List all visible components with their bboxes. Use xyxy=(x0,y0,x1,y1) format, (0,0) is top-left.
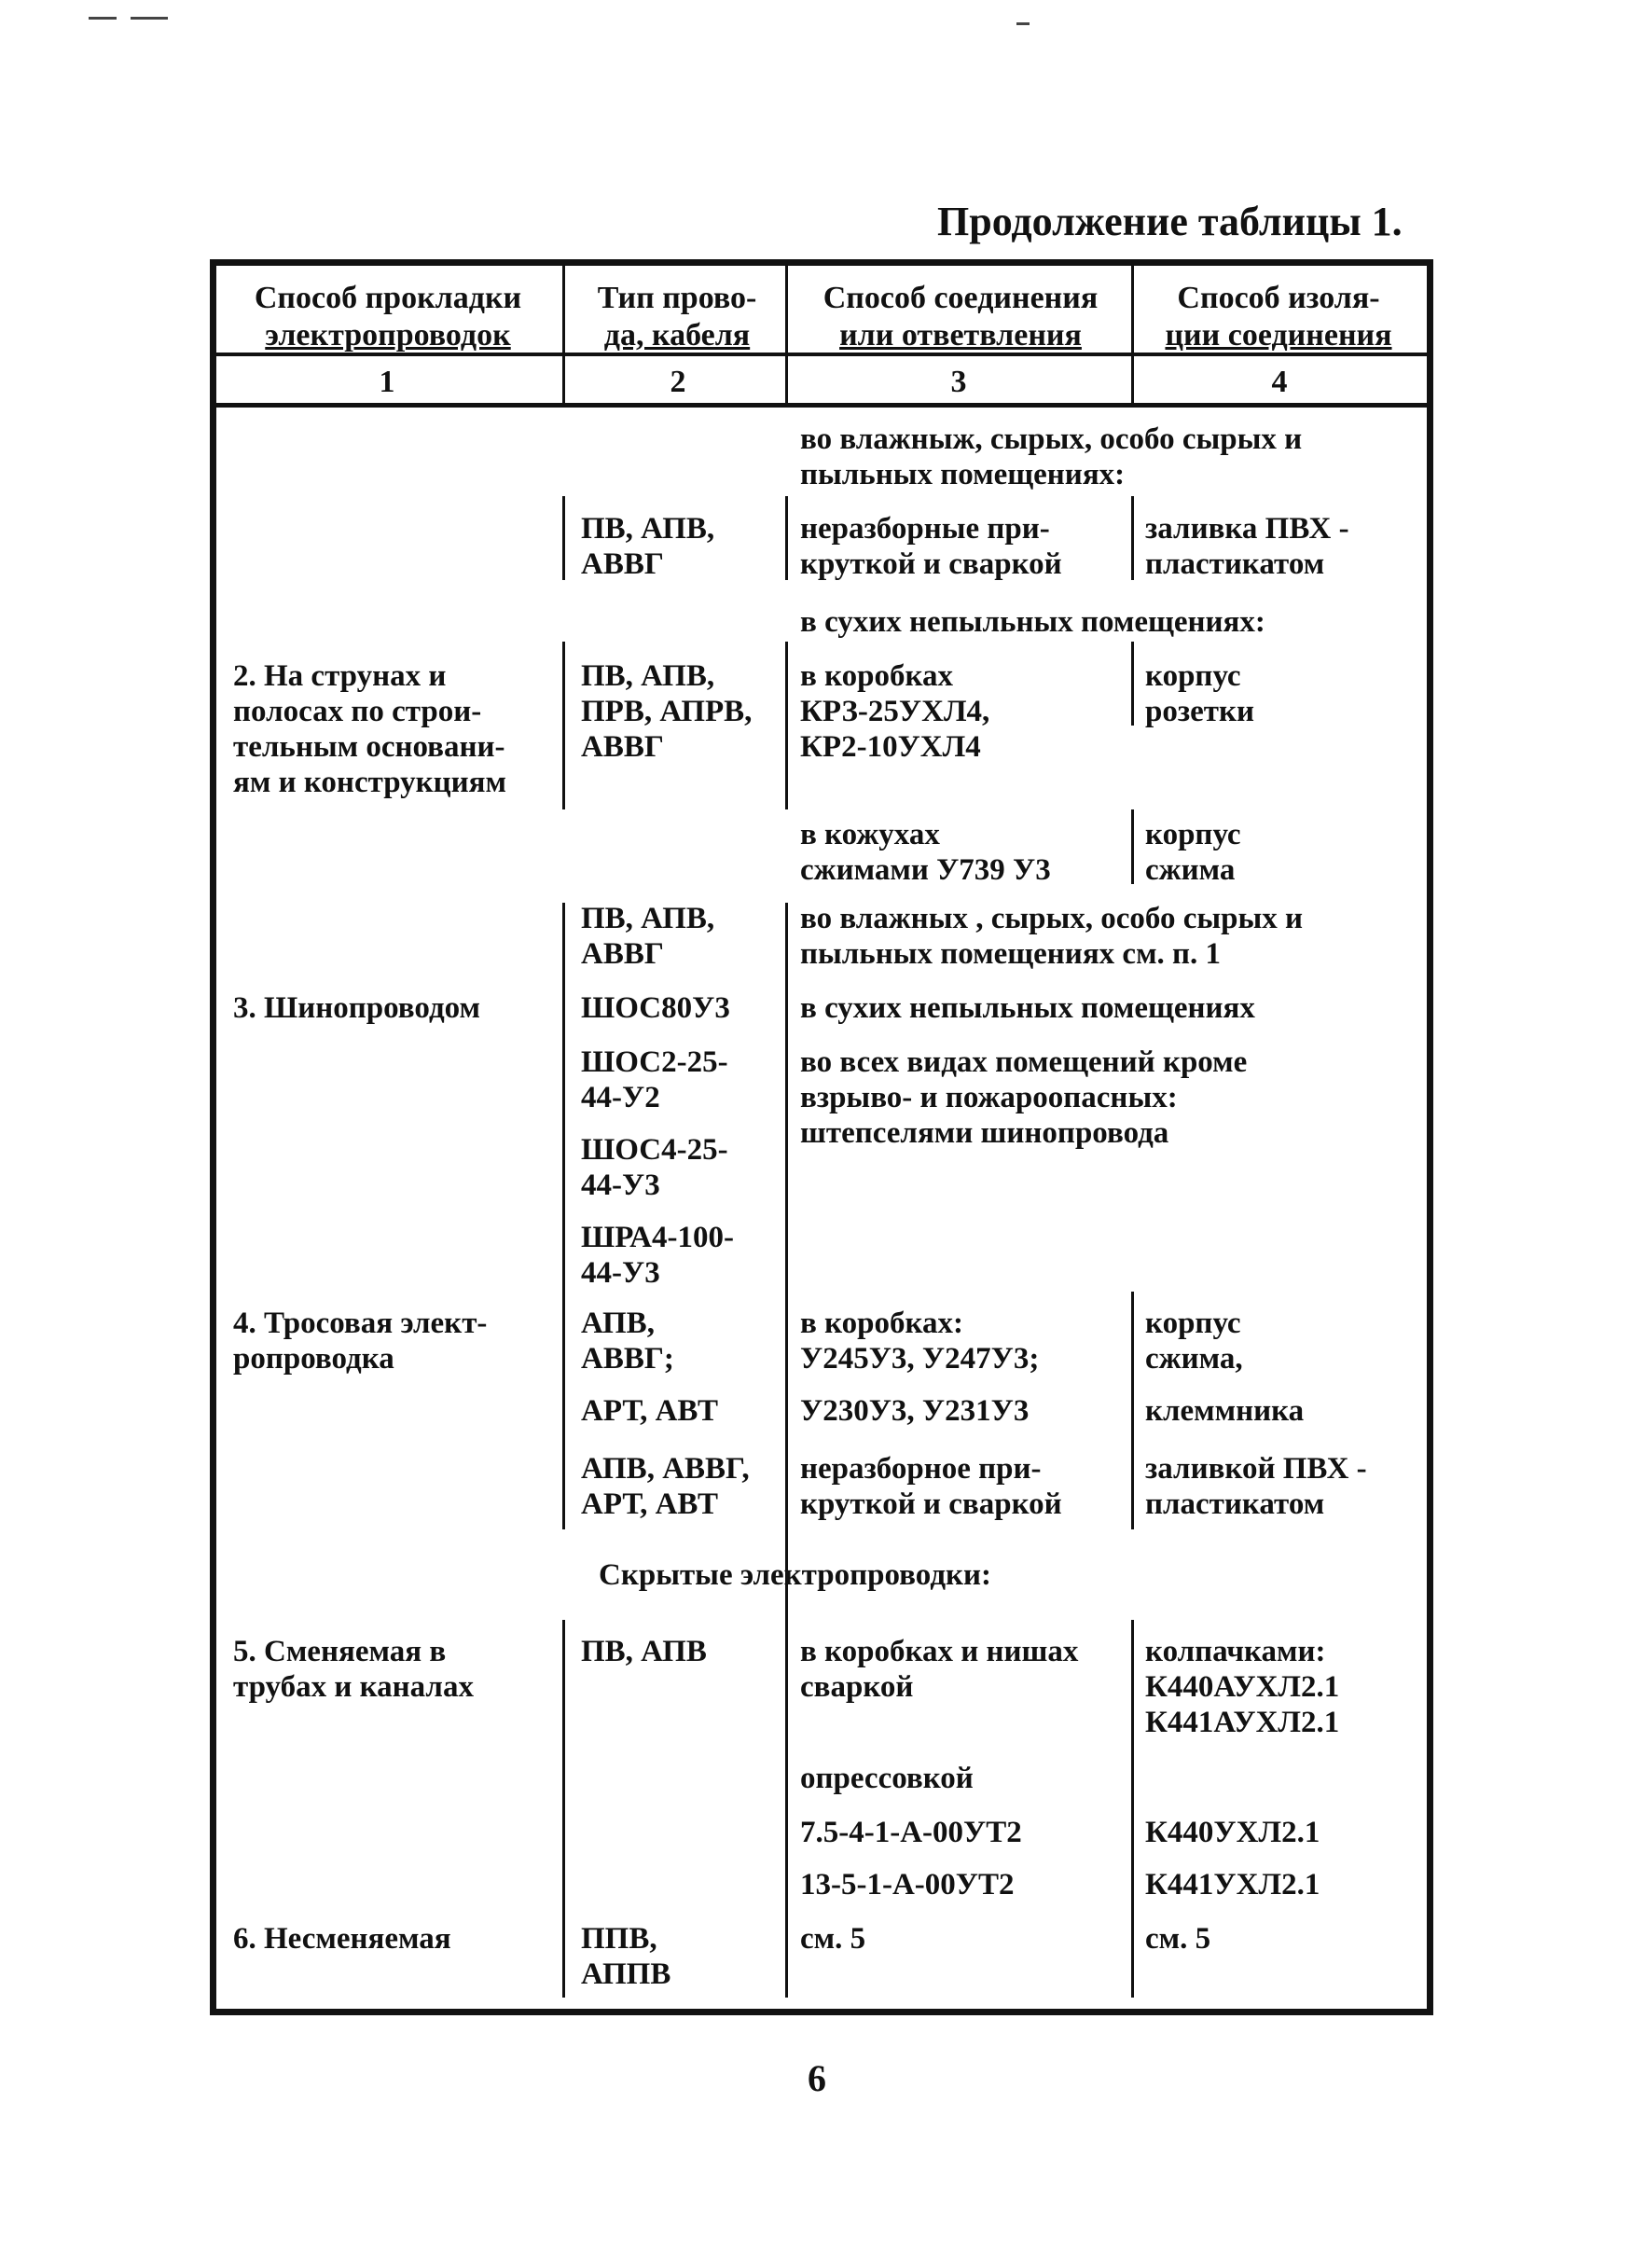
header-col2: Тип прово- да, кабеля xyxy=(597,281,757,353)
row4-insulation-3: заливкой ПВХ - пластикатом xyxy=(1145,1452,1367,1521)
row3-wire-type-4: ШРА4-100- 44-У3 xyxy=(581,1221,734,1290)
col-divider-3 xyxy=(1131,1620,1134,1998)
row4-wire-type-2: АРТ, АВТ xyxy=(581,1394,719,1428)
col-divider-1 xyxy=(562,642,565,809)
header-col1: Способ прокладки электропроводок xyxy=(254,281,522,353)
header-col-divider-2 xyxy=(785,259,788,403)
row5-connection-4: 13-5-1-А-00УТ2 xyxy=(800,1868,1015,1902)
row5-insulation-3: К440УХЛ2.1 xyxy=(1145,1816,1320,1849)
header-col-divider-1 xyxy=(562,259,565,403)
row1-wire-type: ПВ, АПВ, АВВГ xyxy=(581,512,715,581)
row5-connection-3: 7.5-4-1-А-00УТ2 xyxy=(800,1816,1022,1849)
row5-method: 5. Сменяемая в трубах и каналах xyxy=(233,1635,474,1704)
row3-wire-type-3: ШОС4-25- 44-У3 xyxy=(581,1133,728,1202)
row6-connection: см. 5 xyxy=(800,1922,866,1956)
row3-condition-2: во всех видах помещений кроме взрыво- и пожароопасных: штепселями шинопровода xyxy=(800,1045,1248,1150)
row4-wire-type-3: АПВ, АВВГ, АРТ, АВТ xyxy=(581,1452,750,1521)
row4-insulation-2: клеммника xyxy=(1145,1394,1305,1428)
scan-mark xyxy=(131,17,168,20)
row4-wire-type-1: АПВ, АВВГ; xyxy=(581,1307,674,1376)
row4-insulation-1: корпус сжима, xyxy=(1145,1307,1243,1376)
row2-insulation: корпус розетки xyxy=(1145,659,1254,728)
table-caption: Продолжение таблицы 1. xyxy=(937,199,1403,244)
col-divider-1 xyxy=(562,496,565,580)
row3-method: 3. Шинопроводом xyxy=(233,991,480,1025)
row6-method: 6. Несменяемая xyxy=(233,1922,451,1956)
hidden-wiring-title: Скрытые электропроводки: xyxy=(599,1558,992,1592)
row5-connection-1: в коробках и нишах сваркой xyxy=(800,1635,1079,1704)
numbers-divider xyxy=(210,403,1433,408)
row5-wire-type: ПВ, АПВ xyxy=(581,1635,707,1668)
col-divider-2 xyxy=(785,642,788,809)
row4-connection-2: У230У3, У231У3 xyxy=(800,1394,1030,1428)
row2b-insulation: корпус сжима xyxy=(1145,818,1241,887)
column-number-4: 4 xyxy=(1271,365,1288,399)
col-divider-1 xyxy=(562,903,565,1529)
col-divider-3 xyxy=(1131,809,1134,884)
row1-condition: во влажныж, сырых, особо сырых и пыльных помещениях: xyxy=(800,422,1303,491)
row6-wire-type: ППВ, АППВ xyxy=(581,1922,671,1991)
header-col3: Способ соединения или ответвления xyxy=(822,281,1099,353)
col-divider-3 xyxy=(1131,1292,1134,1529)
row4-connection-3: неразборное при- круткой и сваркой xyxy=(800,1452,1062,1521)
header-col4: Способ изоля- ции соединения xyxy=(1165,281,1392,353)
row1-insulation: заливка ПВХ - пластикатом xyxy=(1145,512,1349,581)
row2c-wire-type: ПВ, АПВ, АВВГ xyxy=(581,902,715,971)
row2-connection: в коробках КРЗ-25УХЛ4, КР2-10УХЛ4 xyxy=(800,659,990,764)
row2-method: 2. На струнах и полосах по строи- тельным основани- ям и конструкциям xyxy=(233,659,506,799)
col-divider-3 xyxy=(1131,496,1134,580)
row2-wire-type: ПВ, АПВ, ПРВ, АПРВ, АВВГ xyxy=(581,659,753,764)
row6-insulation: см. 5 xyxy=(1145,1922,1211,1956)
scan-mark xyxy=(1016,22,1030,25)
row5-insulation-4: К441УХЛ2.1 xyxy=(1145,1868,1320,1902)
row3-wire-type-2: ШОС2-25- 44-У2 xyxy=(581,1045,728,1114)
column-number-2: 2 xyxy=(670,365,686,399)
row4-connection-1: в коробках: У245У3, У247У3; xyxy=(800,1307,1040,1376)
row1-connection: неразборные при- круткой и сваркой xyxy=(800,512,1062,581)
column-number-1: 1 xyxy=(379,365,395,399)
col-divider-2 xyxy=(785,496,788,580)
col-divider-3 xyxy=(1131,642,1134,726)
row2b-connection: в кожухах сжимами У739 У3 xyxy=(800,818,1051,887)
row5-connection-2: опрессовкой xyxy=(800,1762,974,1795)
page-number: 6 xyxy=(808,2057,826,2099)
scan-mark xyxy=(89,17,117,20)
col-divider-2 xyxy=(785,903,788,1529)
col-divider-1 xyxy=(562,1620,565,1998)
col-divider-2 xyxy=(785,1620,788,1998)
header-col-divider-3 xyxy=(1131,259,1134,403)
row3-condition-1: в сухих непыльных помещениях xyxy=(800,991,1255,1025)
row5-insulation-1: колпачками: К440АУХЛ2.1 К441АУХЛ2.1 xyxy=(1145,1635,1340,1739)
row2c-condition: во влажных , сырых, особо сырых и пыльных помещениях см. п. 1 xyxy=(800,902,1303,971)
row2-condition: в сухих непыльных помещениях: xyxy=(800,605,1265,639)
column-number-3: 3 xyxy=(950,365,967,399)
row3-wire-type-1: ШОС80У3 xyxy=(581,991,730,1025)
row4-method: 4. Тросовая элект- ропроводка xyxy=(233,1307,488,1376)
